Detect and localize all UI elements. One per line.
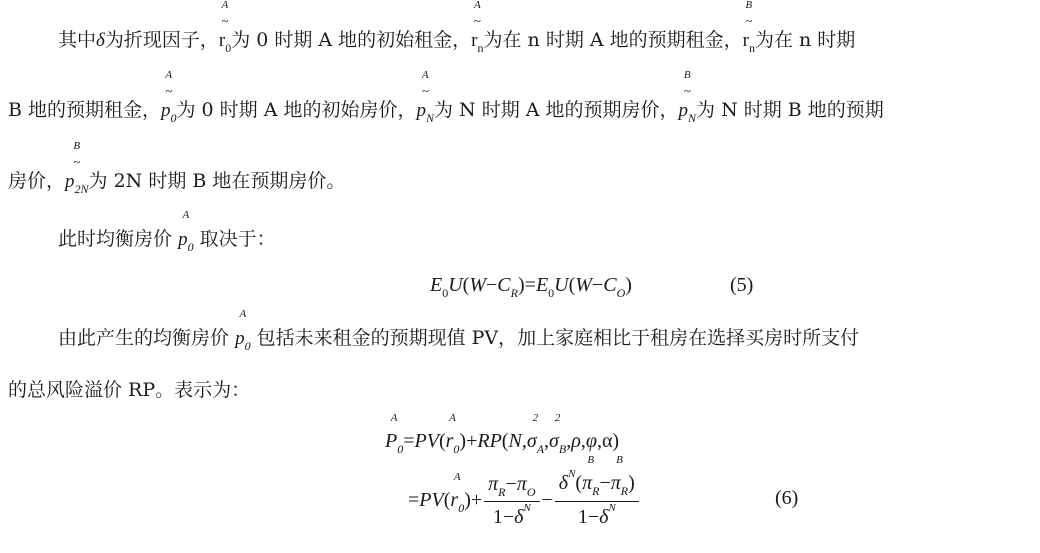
para2-line: 此时均衡房价 A $p_0$ 取决于： <box>58 209 276 254</box>
para1-line3: 房价， B ~ $p_{2N}$为 2N 时期 B 地在预期房价。 <box>8 140 346 196</box>
para1-line1: 其中δ为折现因子， A ~ $r_0$为 0 时期 A 地的初始租金， A ~ $r_n$为在 n 时期 A 地的预期租金， B ~ $r_n$为在 n 时期 <box>58 0 856 55</box>
p2N-B-symbol: B ~ $p_{2N}$ <box>65 140 89 196</box>
fraction-2: $\delta^N$( B $\pi_R-$ B $\pi_R$) $1-\delta^N$ <box>555 470 639 533</box>
para3-line1: 由此产生的均衡房价 A $p_0$ 包括未来租金的预期现值 PV，加上家庭相比于租房在选择买房时所支付 <box>58 308 860 353</box>
fraction-1: $\frac{\pi_R-\pi_O}{1-\delta^N}$ <box>484 471 539 533</box>
rn-A-symbol: A ~ $r_n$ <box>471 0 484 55</box>
p0-A-symbol: A $p_0$ <box>235 308 251 353</box>
pN-B-symbol: B ~ $p_N$ <box>678 69 697 125</box>
equation-6-number: (6) <box>775 487 799 509</box>
delta-symbol: δ <box>96 30 105 51</box>
equation-6-line2: =PV( A $r_0)+$ $\frac{\pi_R-\pi_O}{1-\delta^N}$ − $\delta^N$( B $\pi_R-$ B $\pi_R$) $1-\delta^N$ <box>408 470 641 533</box>
p0-A-symbol: A ~ $p_0$ <box>161 69 177 125</box>
p0-A-symbol: A $p_0$ <box>178 209 194 254</box>
equation-5-number: (5) <box>730 274 754 296</box>
para3-line2: 的总风险溢价 RP。表示为： <box>8 379 251 401</box>
P0-A-symbol: A $P_0$ <box>385 412 404 456</box>
pN-A-symbol: A ~ $p_N$ <box>416 69 434 125</box>
rn-B-symbol: B ~ $r_n$ <box>742 0 755 55</box>
para1-line2: B 地的预期租金， A ~ $p_0$为 0 时期 A 地的初始房价， A ~ $p_N$为 N 时期 A 地的预期房价， B ~ $p_N$为 N 时期 B 地的预期 <box>8 69 884 125</box>
equation-5: $E_0U(W-C_R)=E_0U(W-C_O)$ <box>430 274 632 300</box>
equation-6-line1: A $P_0=PV$( A $r_0)+RP(N$, 2 $\sigma_A$, 2 $\sigma_B,\rho,\varphi,\alpha$) <box>385 412 620 456</box>
r0-A-symbol: A ~ $r_0$ <box>218 0 232 55</box>
